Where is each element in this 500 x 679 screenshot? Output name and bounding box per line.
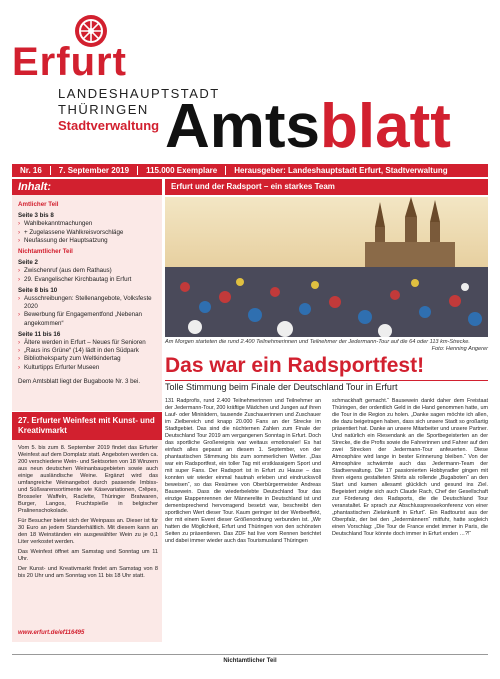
list-item[interactable]: › + Zugelassene Wahlkreisvorschläge [18, 229, 158, 237]
issue-date: 7. September 2019 [51, 166, 138, 175]
title-red: blatt [320, 92, 451, 161]
issue-number: Nr. 16 [12, 166, 51, 175]
copies-count: 115.000 Exemplare [138, 166, 226, 175]
publisher: Herausgeber: Landeshauptstadt Erfurt, Stadtverwaltung [234, 166, 448, 175]
photo-caption: Am Morgen starteten die rund 2.400 Teilnehmerinnen und Teilnehmer der Jedermann-Tour auf die 64 oder 113 km-Strecke. [165, 339, 470, 345]
paragraph: Für Besucher bietet sich der Weinpass an. Dieser ist für 30 Euro an jedem Standerhältlich. Mit diesem kann an den 18 Weinständen ein ausgewählter Wein zu je 0,1 Liter verkostet werden. [18, 518, 158, 545]
paragraph: Der Kunst- und Kreativmarkt findet am Samstag von 8 bis 20 Uhr und am Sonntag von 11 bis 18 Uhr statt. [18, 566, 158, 579]
supplement-note: Dem Amtsblatt liegt der Bugaboote Nr. 3 bei. [18, 377, 141, 385]
page-footer: Nichtamtlicher Teil [12, 654, 488, 664]
cyclists-crowd-photo [165, 197, 488, 337]
contents-list [18, 198, 158, 386]
paragraph: Das Weinfest öffnet am Samstag und Sonntag um 11 Uhr. [18, 549, 158, 562]
newspaper-title [165, 92, 451, 161]
landeshauptstadt-label: LANDESHAUPTSTADT [58, 86, 220, 101]
thueringen-label: THÜRINGEN [58, 102, 149, 117]
section-amtlich: Amtlicher Teil [18, 201, 59, 208]
divider [165, 380, 488, 381]
list-item[interactable]: › Bewerbung für Engagementfond „Nebenan angekommen“ [18, 311, 158, 327]
page-ref: Seite 8 bis 10 [18, 286, 58, 294]
article-subheadline: Tolle Stimmung beim Finale der Deutschland Tour in Erfurt [165, 382, 398, 392]
contents-title: Inhalt: [12, 179, 162, 195]
list-item[interactable]: › Ältere werden in Erfurt – Neues für Senioren [18, 339, 158, 347]
info-bar [12, 164, 488, 177]
article-headline: Das war ein Radsportfest! [165, 354, 425, 377]
article-column-2: schmackhaft gemacht.“ Bausewein dankt daher dem Freistaat Thüringen, der ordentlich Geld in die Hand genommen hatte, um die Tour in die Region zu holen. „Danke sagen möchte ich allen, die dazu beigetragen haben, dass sich unsere Stadt so großartig präsentiert hat. Danke an unsere Mitarbeiter und unsere Partner. Und natürlich ein Riesendank an die Sportbegeisterten an der Strecke, die die Profis sowie die Fahrerinnen und Fahrer auf den zwei Strecken der Jedermann-Tour anfeuerten. Diese Atmosphäre wird lange in bester Erinnerung bleiben.“ Von der Atmosphäre schwärmte auch das Jedermann-Team der Stadtverwaltung. Die 17 passionierten Hobbyradler gingen mit ihren eigens gestalteten Shirts als rollende „Bugaboten“ an den Start und kamen allesamt glücklich und gesund ins Ziel. Begeistert zeigte sich auch Claude Rach, Chef der Gesellschaft zur Förderung des Radsports, die die Deutschland Tour veranstaltet. Er sprach zur Abschlusspressekonferenz von einer „phantastischen Zielankunft in Erfurt“. Ein Radtourist aus der Oberpfalz, der bei den „Jedermännern“ mitfuhr, hatte sogleich einen Vorschlag: „Die Tour de France endet immer in Paris, die Deutschland Tour könnte doch immer in Erfurt enden …?!“ [332, 398, 488, 537]
city-name: Erfurt [12, 40, 127, 84]
list-item[interactable]: › Kulturtipps Erfurter Museen [18, 364, 158, 372]
list-item[interactable]: › Zwischenruf (aus dem Rathaus) [18, 267, 158, 275]
paragraph: Vom 5. bis zum 8. September 2019 findet das Erfurter Weinfest auf dem Domplatz statt. Angeboten werden ca. 200 verschiedene Wein- und Sektsorten von 18 Winzern aus neun deutschen Weinanbaugebieten sowie auch einige ausländische Weine. Ergänzt wird das umfangreiche Weinangebot durch passende Imbiss- und Süßwarensortimente wie Käsevariationen, Crêpes, Brosseler Waffeln, Raclette, Thüringer Bratwaren, Burger, Langos, Fruchtspieße in belgischer Pralinenschokolade. [18, 445, 158, 514]
page-ref: Seite 3 bis 8 [18, 212, 54, 220]
stadtverwaltung-label: Stadtverwaltung [58, 118, 160, 133]
list-item[interactable]: › „Raus ins Grüne“ (14) lädt in den Südpark [18, 347, 158, 355]
page-ref: Seite 11 bis 16 [18, 330, 61, 338]
weinfest-text [18, 445, 158, 583]
list-item[interactable]: › Bibliotheksparty zum Weltkindertag [18, 355, 158, 363]
title-black: Amts [165, 92, 321, 161]
list-item[interactable]: › 29. Evangelischer Kirchbautag in Erfurt [18, 276, 158, 284]
list-item[interactable]: › Wahlbekanntmachungen [18, 220, 158, 228]
article-column-1: 131 Radprofis, rund 2.400 Teilnehmerinnen und Teilnehmer an der Jedermann-Tour, 200 kräftige Mädchen und Jungen auf ihren Lauf- oder Minirädern, tausende Zuschauerinnen und Zuschauer im Zielbereich und knapp 20.000 Fans an der Strecke im Stadtgebiet. Das sind die nüchternen Zahlen zum Finale der Deutschland Tour 2019 am vergangenen Sonntag in Erfurt. Doch das sportliche Großereignis war weitaus emotionaler! Es hat einfach alles gepasst an diesem 1. September, von der phantastischen Stimmung bis zum sommerlichen Wetter. „Das war ein Radsportfest, ein toller Tag mit erstklassigem Sport und mit super Fans. Der Radsport ist in Erfurt zu Hause – das konnten wir wieder einmal hautnah erleben und eindrucksvoll beweisen“, so das Resümee von Oberbürgermeister Andreas Bausewein. Dass die wiederbelebte Deutschland Tour das einzige Etappenrennen der Männerelite in Deutschland ist und dementsprechend hervorragend besetzt war, beschreibt den sportlichen Wert dieser Tour. Kaum geringer ist der Werbeeffekt, der mit einem Event dieser Größenordnung verbunden ist. „Wir hatten die Möglichkeit, Erfurt und Thüringen von den schönsten Seiten zu präsentieren. Das ZDF hat live vom Rennen berichtet und dabei immer wieder auch das Tourismusland Thüringen [165, 398, 321, 544]
page-ref: Seite 2 [18, 259, 38, 267]
weinfest-title: 27. Erfurter Weinfest mit Kunst- und Kreativmarkt [12, 412, 162, 440]
photo-credit: Foto: Henning Angerer [431, 346, 488, 352]
list-item[interactable]: › Ausschreibungen: Stellenangebote, Volksfeste 2020 [18, 295, 158, 311]
main-section-bar: Erfurt und der Radsport – ein starkes Team [165, 179, 488, 195]
list-item[interactable]: › Neufassung der Hauptsatzung [18, 237, 158, 245]
weinfest-link[interactable]: www.erfurt.de/ef116495 [18, 630, 85, 636]
section-nichtamtlich: Nichtamtlicher Teil [18, 248, 73, 256]
